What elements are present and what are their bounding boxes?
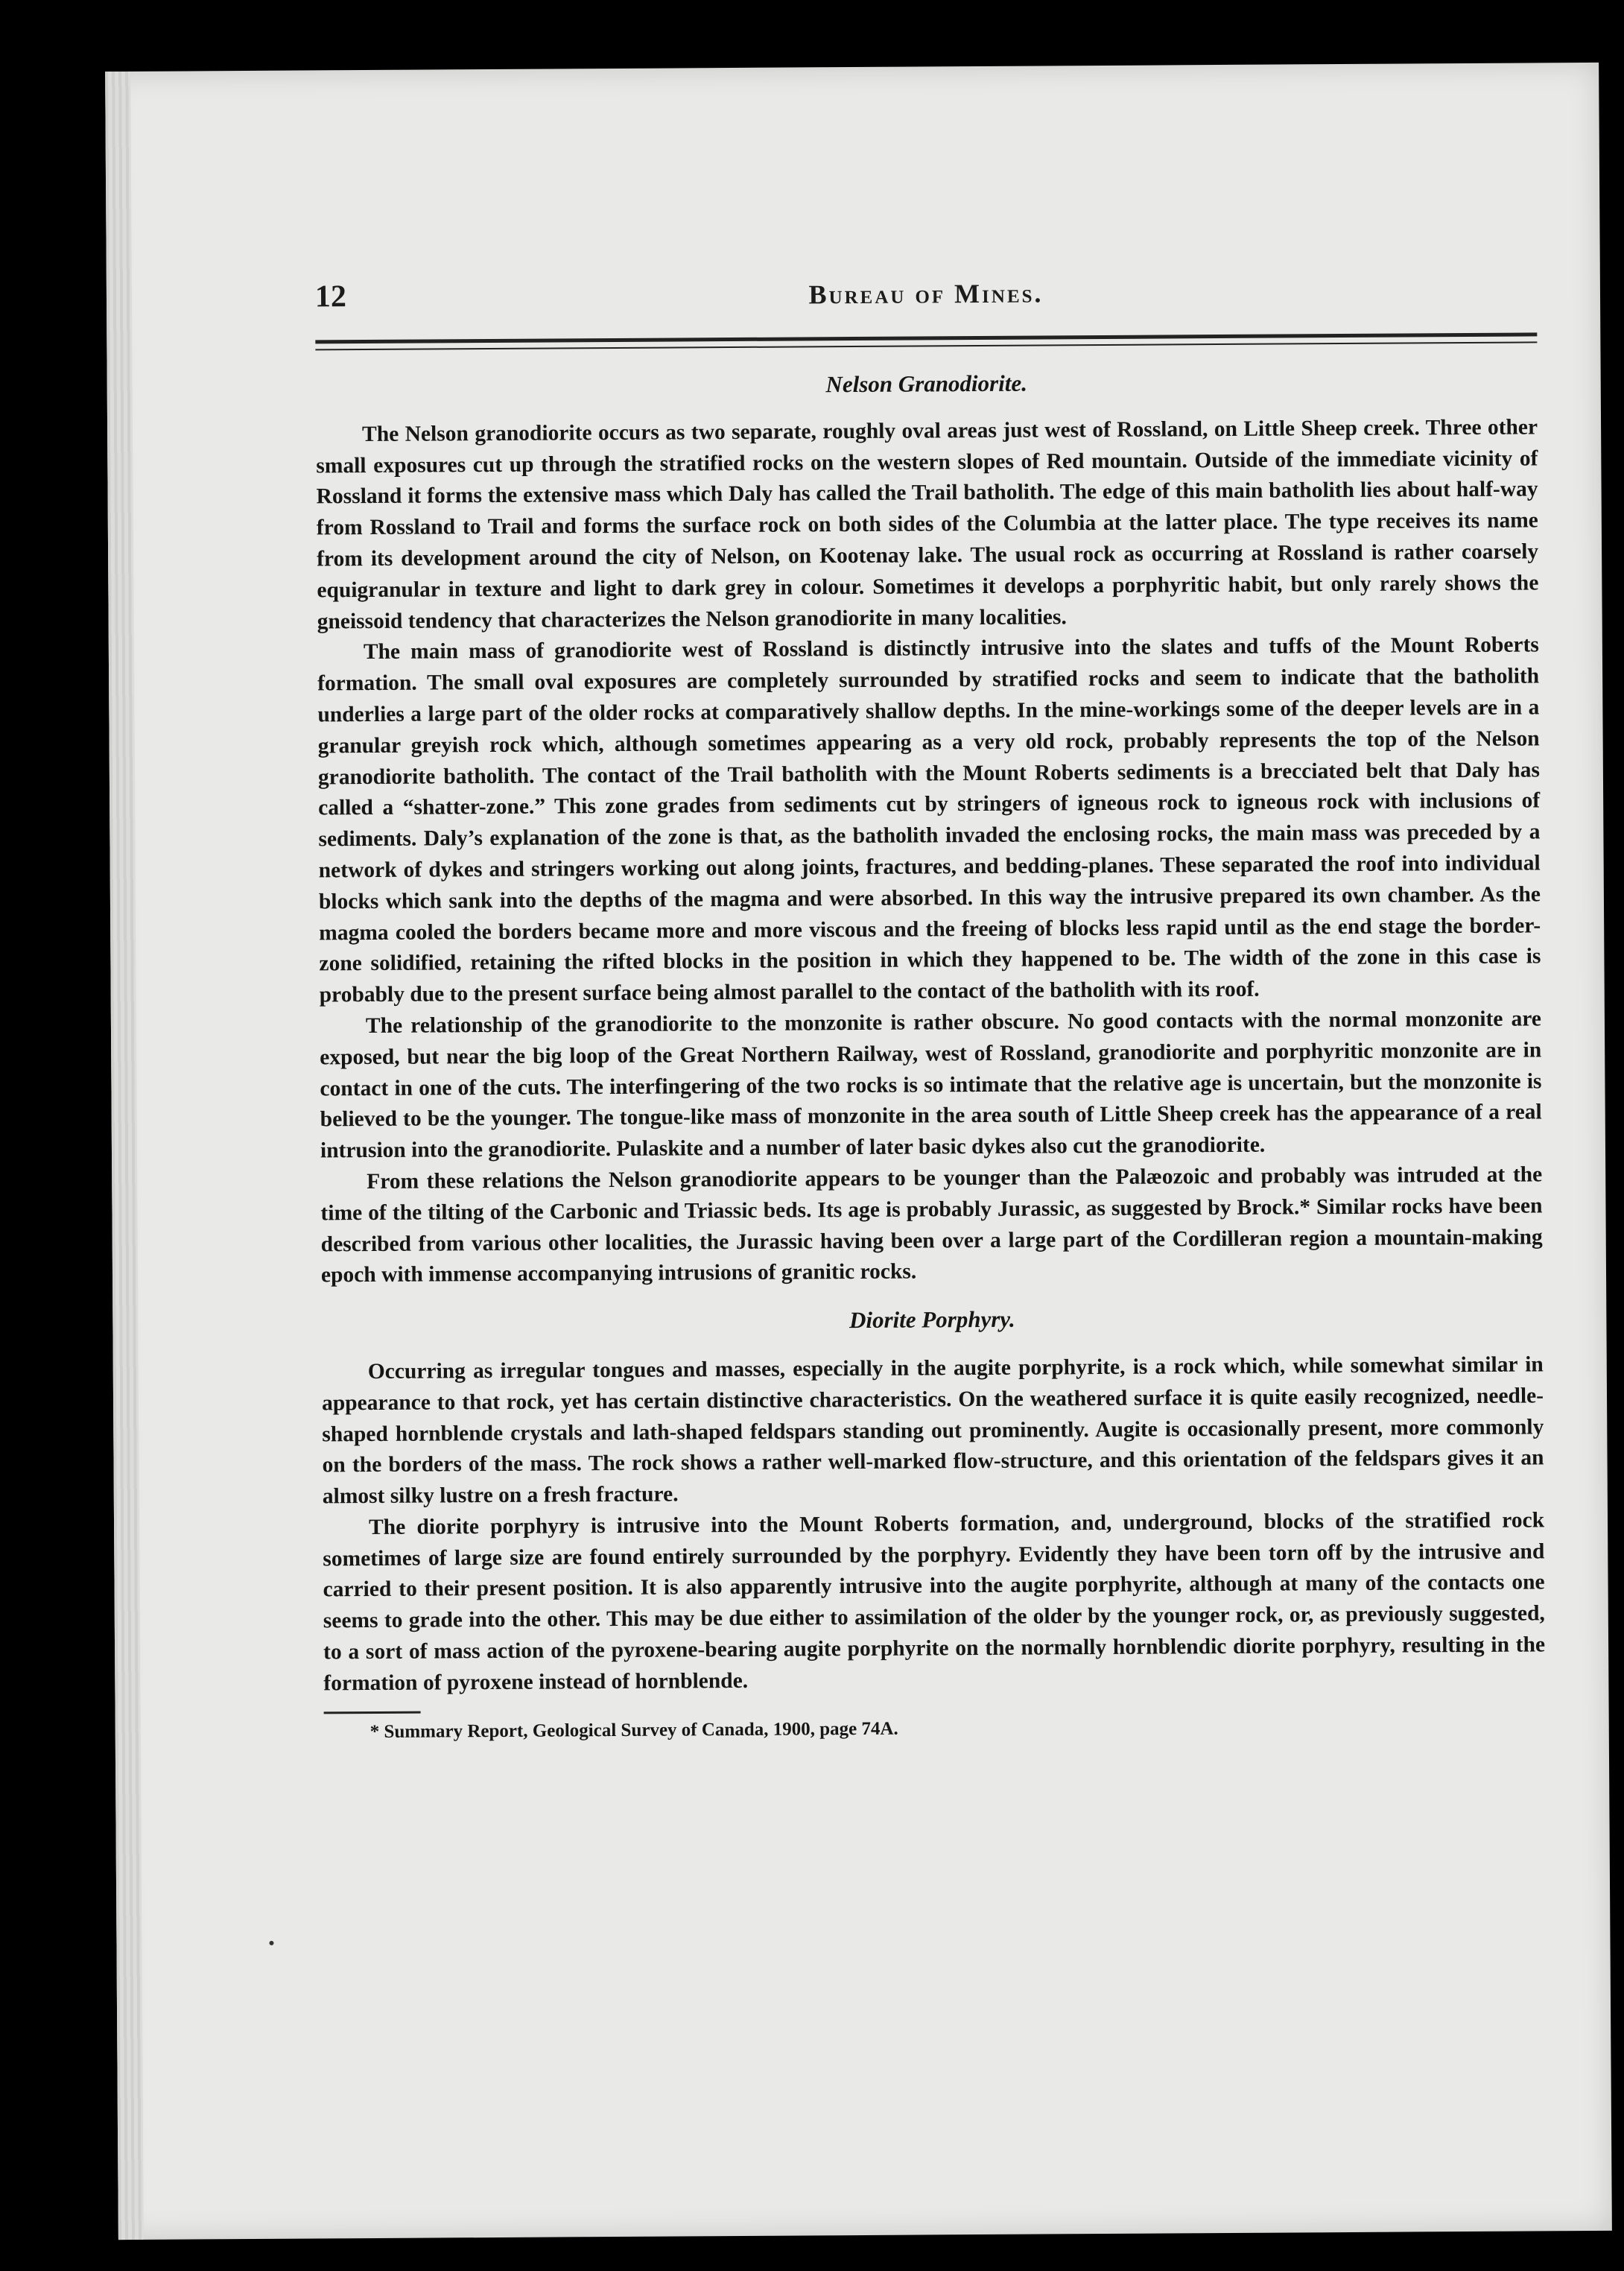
page-edge: [105, 72, 144, 2240]
paragraph: Occurring as irregular tongues and masses, especially in the augite porphyrite, is a rock which, while somewhat similar in appearance to that rock, yet has certain distinctive characteristics. On the weathered surface it is quite easily recognized, needle-shaped hornblende crystals and lath-shaped feldspars standing out prominently. Augite is occasionally present, more commonly on the borders of the mass. The rock shows a rather well-marked flow-structure, and this orientation of the feldspars gives it an almost silky lustre on a fresh fracture.: [321, 1352, 1544, 1509]
header-rule-thin: [315, 341, 1537, 350]
page-header: [315, 271, 1537, 323]
footnote: * Summary Report, Geological Survey of Canada, 1900, page 74A.: [369, 1718, 898, 1742]
paragraph: From these relations the Nelson granodiorite appears to be younger than the Palæozoic and probably was intruded at the time of the tilting of the Carbonic and Triassic beds. Its age is probably Jurassic, as suggested by Brock.* Similar rocks have been described from various other localities, the Jurassic having been over a large part of the Cordilleran region a mountain-making epoch with immense accompanying intrusions of granitic rocks.: [320, 1162, 1543, 1287]
paragraph: The main mass of granodiorite west of Rossland is distinctly intrusive into the slates and tuffs of the Mount Roberts formation. The small oval exposures are completely surrounded by stratified rocks and seem to indicate that the batholith underlies a large part of the older rocks at comparatively shallow depths. In the mine-workings some of the deeper levels are in a granular greyish rock which, although sometimes appearing as a very old rock, probably represents the top of the Nelson granodiorite batholith. The contact of the Trail batholith with the Mount Roberts sediments is a brecciated belt that Daly has called a “shatter-zone.” This zone grades from sediments cut by stringers of igneous rock to igneous rock with inclusions of sediments. Daly’s explanation of the zone is that, as the batholith invaded the enclosing rocks, the main mass was preceded by a network of dykes and stringers working out along joints, fractures, and bedding-planes. These separated the roof into individual blocks which sank into the depths of the magma and were absorbed. In this way the intrusive prepared its own chamber. As the magma cooled the borders became more and more viscous and the freeing of blocks less rapid until as the end stage the border-zone solidified, retaining the rifted blocks in the position in which they happened to be. The width of the zone in this case is probably due to the present surface being almost parallel to the contact of the batholith with its roof.: [317, 633, 1541, 1007]
running-head: Bureau of Mines.: [808, 278, 1044, 310]
ink-speck: [269, 1941, 273, 1945]
section-title-diorite-porphyry: Diorite Porphyry.: [849, 1305, 1015, 1334]
document-page: [105, 63, 1612, 2240]
footnote-rule: [324, 1711, 421, 1714]
paragraph: The Nelson granodiorite occurs as two separate, roughly oval areas just west of Rossland, on Little Sheep creek. Three other small exposures cut up through the stratified rocks on the western slopes of Red mountain. Outside of the immediate vicinity of Rossland it forms the extensive mass which Daly has called the Trail batholith. The edge of this main batholith lies about half-way from Rossland to Trail and forms the surface rock on both sides of the Columbia at the latter place. The type receives its name from its development around the city of Nelson, on Kootenay lake. The usual rock as occurring at Rossland is rather coarsely equigranular in texture and light to dark grey in colour. Sometimes it develops a porphyritic habit, but only rarely shows the gneissoid tendency that characterizes the Nelson granodiorite in many localities.: [316, 415, 1539, 634]
page-body: [316, 364, 1546, 1745]
section-title-nelson-granodiorite: Nelson Granodiorite.: [825, 370, 1028, 398]
paragraph: The relationship of the granodiorite to the monzonite is rather obscure. No good contacts with the normal monzonite are exposed, but near the big loop of the Great Northern Railway, west of Rossland, granodiorite and porphyritic monzonite are in contact in one of the cuts. The interfingering of the two rocks is so intimate that the relative age is uncertain, but the monzonite is believed to be the younger. The tongue-like mass of monzonite in the area south of Little Sheep creek has the appearance of a real intrusion into the granodiorite. Pulaskite and a number of later basic dykes also cut the granodiorite.: [320, 1007, 1542, 1163]
paragraph: The diorite porphyry is intrusive into the Mount Roberts formation, and, underground, blocks of the stratified rock sometimes of large size are found entirely surrounded by the porphyry. Evidently they have been torn off by the intrusive and carried to their present position. It is also apparently intrusive into the augite porphyrite, although at many of the contacts one seems to grade into the other. This may be due either to assimilation of the older by the younger rock, or, as previously suggested, to a sort of mass action of the pyroxene-bearing augite porphyrite on the normally hornblendic diorite porphyry, resulting in the formation of pyroxene instead of hornblende.: [323, 1508, 1546, 1696]
page-number: 12: [314, 279, 347, 314]
